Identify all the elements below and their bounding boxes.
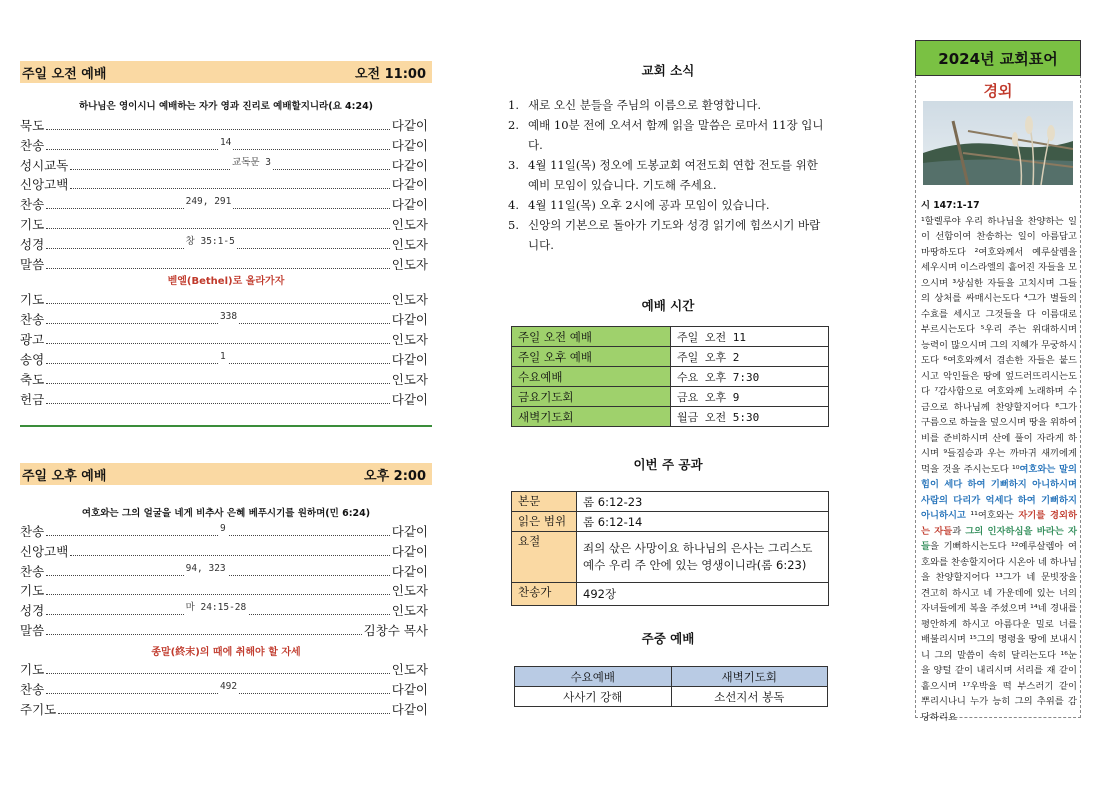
order-leader-role: 다같이: [391, 524, 428, 539]
order-label: 기도: [20, 217, 45, 232]
psalm-highlight-2: 자기를 경외하는 자들: [921, 510, 1077, 537]
order-leader-role: 인도자: [391, 332, 428, 347]
order-leader-role: 인도자: [391, 583, 428, 599]
morning-time: 오전 11:00: [354, 66, 426, 82]
psalm-body-2: ¹¹여호와는: [965, 510, 1019, 521]
lesson-value: 492장: [577, 583, 829, 606]
afternoon-header: [20, 463, 432, 485]
order-leader-role: 다같이: [391, 702, 428, 717]
table-row: [512, 583, 829, 606]
schedule-value: 주일 오전 11: [671, 327, 829, 347]
order-label: 찬송: [20, 137, 45, 153]
order-leader-role: 인도자: [391, 236, 428, 252]
order-label: 말씀: [20, 623, 45, 638]
order-row: [20, 307, 428, 327]
psalm-body-4: 을 기뻐하시는도다 ¹²예루살렘아 여호와를 찬송할지어다 시온아 네 하나님을 찬양할지어다 ¹³그가 네 문빗장을 견고히 하시고 네 가운데에 있는 너의 자녀들에게 복을 주셨으며 ¹⁴네 경내를 평안하게 하시고 아름다운 밀로 너를 배불리시며 ¹⁵그의 명령을 땅에 보내시니 그의 말씀이 속히 달리는도다 ¹⁶눈을 양털 같이 내리시며 서리를 재 같이 흩으시며 ¹⁷우박을 떡 부스러기 같이 뿌리시나니 누가 능히 그의 추위를 감당하리요: [921, 541, 1077, 723]
order-leader-role: 인도자: [391, 662, 428, 677]
order-label: 찬송: [20, 682, 45, 697]
order-leader: [70, 156, 389, 170]
order-label: 기도: [20, 662, 45, 677]
afternoon-time: 오후 2:00: [364, 468, 426, 484]
lesson-key: 찬송가: [512, 583, 577, 606]
order-leader-role: 김창수 목사: [363, 623, 428, 638]
order-leader-role: 다같이: [391, 682, 428, 697]
news-num: 3.: [508, 158, 519, 172]
order-row: [20, 387, 428, 407]
order-detail: 마 24:15-28: [185, 602, 247, 614]
order-label: 헌금: [20, 392, 45, 407]
weekday-title: 주중 예배: [641, 631, 695, 646]
table-row: [512, 532, 829, 583]
order-leader: [46, 267, 390, 269]
news-num: 1.: [508, 98, 519, 112]
schedule-key: 주일 오후 예배: [512, 347, 671, 367]
order-label: 성시교독: [20, 157, 69, 173]
order-row: [20, 133, 428, 153]
afternoon-verse: 여호와는 그의 얼굴을 네게 비추사 은혜 베푸시기를 원하며(민 6:24): [81, 508, 371, 519]
order-label: 찬송: [20, 197, 45, 213]
schedule-value: 수요 오후 7:30: [671, 367, 829, 387]
order-leader-role: 인도자: [391, 292, 428, 307]
news-text: 새로 오신 분들을 주님의 이름으로 환영합니다.: [528, 98, 762, 112]
table-row: [512, 387, 829, 407]
order-detail: 249, 291: [185, 196, 232, 208]
order-row: [20, 232, 428, 252]
order-detail: 492: [219, 681, 238, 692]
order-label: 송영: [20, 352, 45, 367]
news-list: [508, 95, 828, 255]
motto-title: 경외: [983, 82, 1013, 100]
order-label: 축도: [20, 372, 45, 387]
order-leader: [46, 136, 390, 150]
order-detail: 338: [219, 311, 238, 322]
schedule-title: 예배 시간: [641, 298, 695, 313]
order-leader-role: 다같이: [391, 312, 428, 327]
table-row: [512, 327, 829, 347]
lesson-title: 이번 주 공과: [633, 457, 703, 472]
order-leader-role: 인도자: [391, 603, 428, 619]
order-label: 신앙고백: [20, 177, 69, 193]
table-row: [512, 347, 829, 367]
news-text: 4월 11일(목) 오후 2시에 공과 모임이 있습니다.: [528, 198, 770, 212]
order-row: [20, 697, 428, 717]
psalm-text: [921, 198, 1077, 725]
weekday-header: 새벽기도회: [671, 667, 828, 687]
news-text: 예배 10분 전에 오셔서 함께 읽을 말씀은 로마서 11장 입니다.: [528, 118, 824, 152]
order-leader-role: 다같이: [391, 118, 428, 133]
order-leader-role: 다같이: [391, 137, 428, 153]
order-label: 찬송: [20, 312, 45, 327]
schedule-value: 주일 오후 2: [671, 347, 829, 367]
order-row: [20, 153, 428, 173]
order-leader: [46, 196, 390, 209]
table-row: [512, 492, 829, 512]
table-row: [515, 667, 828, 687]
afternoon-title: 주일 오후 예배: [22, 468, 107, 484]
table-row: [512, 407, 829, 427]
morning-verse: 하나님은 영이시니 예배하는 자가 영과 진리로 예배할지니라(요 4:24): [78, 101, 374, 112]
order-label: 기도: [20, 583, 45, 599]
order-leader: [46, 342, 390, 344]
weekday-cell: 사사기 강해: [515, 687, 672, 707]
order-leader: [46, 227, 390, 229]
order-leader: [46, 633, 361, 635]
news-num: 2.: [508, 118, 519, 132]
order-label: 말씀: [20, 256, 45, 272]
order-detail: 94, 323: [185, 562, 226, 574]
order-leader-role: 다같이: [391, 177, 428, 193]
motto-header: 2024년 교회표어: [915, 40, 1081, 76]
order-leader: [58, 712, 390, 714]
order-leader-role: 다같이: [391, 352, 428, 367]
order-leader-role: 다같이: [391, 392, 428, 407]
morning-header: [20, 61, 432, 83]
news-item: [508, 115, 828, 155]
order-leader-role: 다같이: [391, 563, 428, 579]
order-leader: [46, 351, 390, 364]
order-label: 찬송: [20, 524, 45, 539]
schedule-value: 금요 오후 9: [671, 387, 829, 407]
weekday-header: 수요예배: [515, 667, 672, 687]
order-leader-role: 다같이: [391, 543, 428, 559]
order-leader: [46, 311, 390, 324]
schedule-value: 월금 오전 5:30: [671, 407, 829, 427]
weekday-table: [514, 666, 828, 707]
news-title: 교회 소식: [641, 63, 695, 78]
order-label: 광고: [20, 332, 45, 347]
order-row: [20, 172, 428, 192]
order-label: 신앙고백: [20, 543, 69, 559]
order-leader: [46, 681, 390, 694]
order-row: [20, 578, 428, 598]
lesson-key: 읽은 범위: [512, 512, 577, 532]
news-item: [508, 155, 828, 195]
order-row: [20, 367, 428, 387]
morning-title: 주일 오전 예배: [22, 66, 107, 82]
order-leader-role: 인도자: [391, 217, 428, 232]
news-num: 4.: [508, 198, 519, 212]
order-leader: [70, 187, 389, 189]
order-leader: [70, 554, 389, 556]
order-detail: 교독문 3: [232, 156, 272, 168]
order-row: [20, 192, 428, 212]
weekday-cell: 소선지서 봉독: [671, 687, 828, 707]
order-row: [20, 618, 428, 638]
table-row: [515, 687, 828, 707]
schedule-table: [511, 326, 829, 427]
order-row: [20, 598, 428, 618]
schedule-key: 주일 오전 예배: [512, 327, 671, 347]
landscape-photo-drawing: [923, 101, 1073, 185]
news-item: [508, 95, 828, 115]
order-row: [20, 539, 428, 559]
lesson-key: 요절: [512, 532, 577, 583]
lesson-value: 롬 6:12-23: [577, 492, 829, 512]
schedule-key: 새벽기도회: [512, 407, 671, 427]
order-row: [20, 287, 428, 307]
order-row: [20, 252, 428, 272]
landscape-photo: [923, 101, 1073, 185]
order-leader-role: 인도자: [391, 372, 428, 387]
order-label: 찬송: [20, 563, 45, 579]
order-detail: 9: [219, 523, 226, 534]
order-detail: 창 35:1-5: [185, 235, 235, 247]
morning-sermon-title: 벧엘(Bethel)로 올라가자: [167, 276, 285, 287]
order-label: 성경: [20, 236, 45, 252]
psalm-body-1: ¹할렐루야 우리 하나님을 찬양하는 일이 선함이여 찬송하는 일이 아름답고 마땅하도다 ²여호와께서 예루살렘을 세우시며 이스라엘의 흩어진 자들을 모으시며 ³상심한 자들을 고치시며 그들의 상처를 싸매시는도다 ⁴그가 별들의 수효를 세시고 그것들을 다 이름대로 부르시는도다 ⁵우리 주는 위대하시며 능력이 많으시며 그의 지혜가 무궁하시도다 ⁶여호와께서 겸손한 자들은 붙드시고 악인들은 땅에 엎드러뜨리시는도다 ⁷감사함으로 여호와께 노래하며 수금으로 하나님께 찬양할지어다 ⁸그가 구름으로 하늘을 덮으시며 땅을 위하여 비를 준비하시며 산에 풀이 자라게 하시며 ⁹들짐승과 우는 까마귀 새끼에게 먹을 것을 주시는도다 ¹⁰: [921, 215, 1077, 475]
schedule-key: 금요기도회: [512, 387, 671, 407]
order-row: [20, 559, 428, 579]
psalm-highlight-1: 여호와는 말의 힘이 세다 하여 기뻐하지 아니하시며 사람의 다리가 억세다 하여 기뻐하지 아니하시고: [921, 463, 1077, 521]
afternoon-sermon-title: 종말(終末)의 때에 취해야 할 자세: [151, 647, 301, 658]
order-leader-role: 다같이: [391, 157, 428, 173]
order-row: [20, 677, 428, 697]
order-label: 묵도: [20, 118, 45, 133]
order-detail: 14: [219, 136, 232, 148]
order-row: [20, 113, 428, 133]
order-leader: [46, 235, 390, 249]
psalm-reference: 시 147:1-17: [921, 200, 980, 211]
order-leader: [46, 602, 390, 615]
order-label: 성경: [20, 603, 45, 619]
news-item: [508, 195, 828, 215]
schedule-key: 수요예배: [512, 367, 671, 387]
lesson-table: [511, 491, 829, 606]
order-leader: [46, 302, 390, 304]
news-item: [508, 215, 828, 255]
order-leader: [46, 128, 390, 130]
order-leader: [46, 593, 390, 595]
psalm-body-3: 과: [952, 525, 966, 537]
order-row: [20, 212, 428, 232]
table-row: [512, 367, 829, 387]
order-row: [20, 519, 428, 539]
order-leader-role: 인도자: [391, 256, 428, 272]
order-leader-role: 다같이: [391, 197, 428, 213]
order-leader: [46, 402, 390, 404]
table-row: [512, 512, 829, 532]
psalm-highlight-3: 그의 인자하심을 바라는 자들: [921, 525, 1078, 552]
order-leader: [46, 382, 390, 384]
news-text: 4월 11일(목) 정오에 도봉교회 여전도회 연합 전도를 위한 예비 모임이 있습니다. 기도해 주세요.: [528, 158, 818, 192]
order-leader: [46, 562, 390, 576]
order-leader: [46, 672, 390, 674]
order-leader: [46, 523, 390, 536]
news-text: 신앙의 기본으로 돌아가 기도와 성경 읽기에 힘쓰시기 바랍니다.: [528, 218, 821, 252]
news-num: 5.: [508, 218, 519, 232]
lesson-key: 본문: [512, 492, 577, 512]
lesson-value: 죄의 삯은 사망이요 하나님의 은사는 그리스도 예수 우리 주 안에 있는 영생이니라(롬 6:23): [577, 532, 829, 583]
order-row: [20, 657, 428, 677]
lesson-value: 롬 6:12-14: [577, 512, 829, 532]
order-label: 주기도: [20, 702, 57, 717]
section-divider: [20, 425, 432, 427]
order-detail: 1: [219, 351, 226, 362]
order-row: [20, 327, 428, 347]
order-label: 기도: [20, 292, 45, 307]
order-row: [20, 347, 428, 367]
